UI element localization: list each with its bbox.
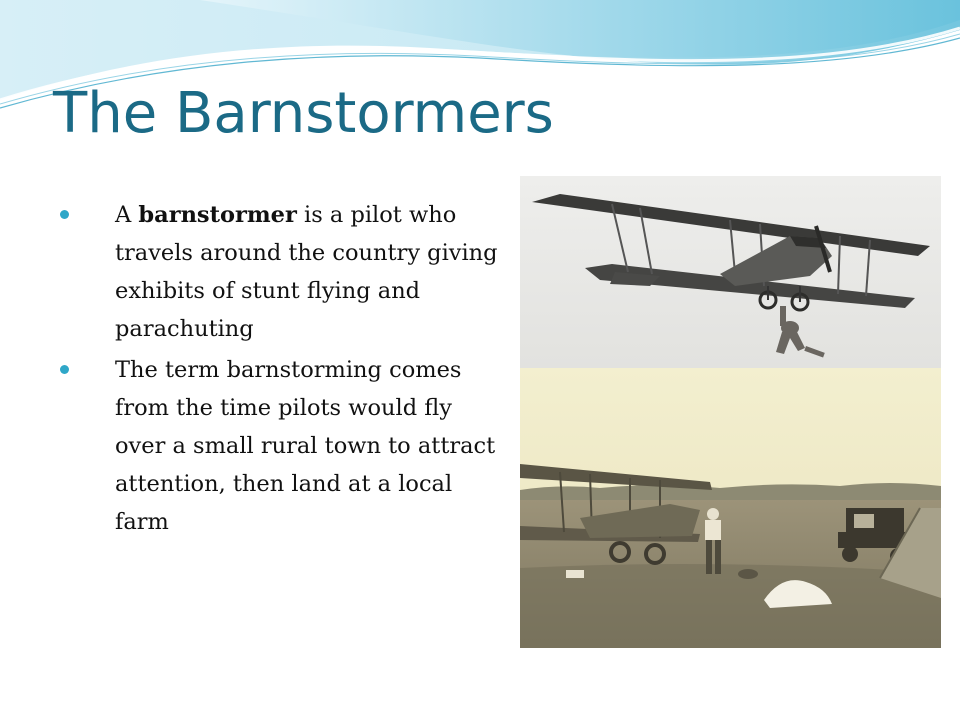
bullet-item xyxy=(60,196,500,348)
bullet-text-after: is a pilot who travels around the country giving exhibits of stunt flying and parachuting xyxy=(115,202,498,342)
farm-field-photo xyxy=(520,368,941,648)
bullet-bold-term: barnstormer xyxy=(138,202,297,228)
bullet-dot-icon xyxy=(60,365,69,374)
bullet-text-before: A xyxy=(115,202,139,228)
biplane-flight-photo xyxy=(520,176,941,368)
bullet-list xyxy=(60,196,500,544)
bullet-dot-icon xyxy=(60,210,69,219)
slide-title: The Barnstormers xyxy=(53,81,554,146)
bullet-item xyxy=(60,351,500,541)
bullet-text: The term barnstorming comes from the time pilots would fly over a small rural town to attract attention, then land at a local farm xyxy=(115,357,496,535)
